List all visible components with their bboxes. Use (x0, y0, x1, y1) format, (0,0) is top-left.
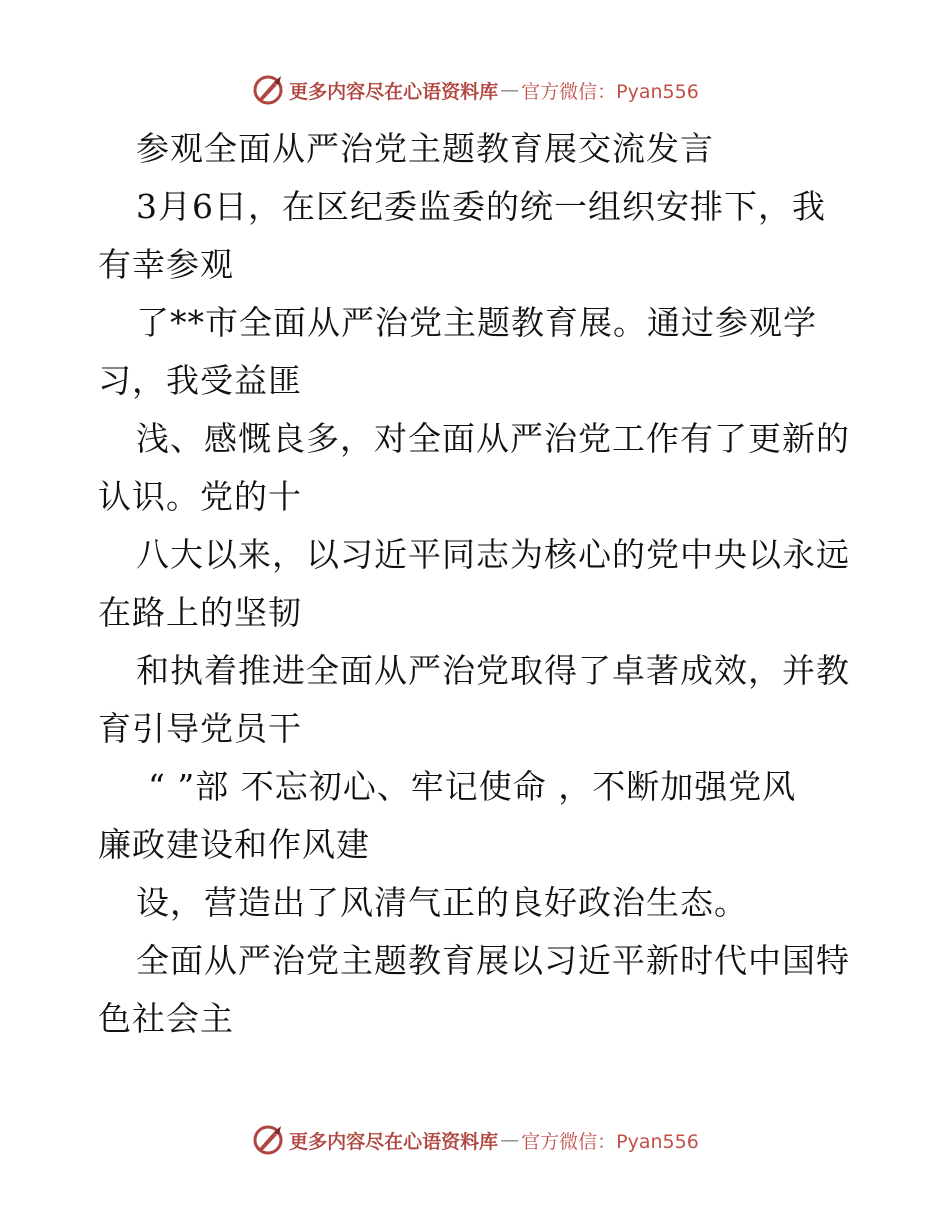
watermark-dash: — (500, 79, 520, 101)
watermark-dash: — (500, 1129, 520, 1151)
paragraph-line: 3月6日，在区纪委监委的统一组织安排下，我 (136, 187, 826, 226)
header-watermark (0, 70, 950, 110)
paragraph-line: 认识。党的十 (98, 477, 302, 516)
quill-logo-icon (251, 1123, 285, 1157)
document-title: 参观全面从严治党主题教育展交流发言 (136, 129, 714, 168)
paragraph-line: “ ”部 不忘初心、牢记使命 ，不断加强党风 (148, 767, 797, 806)
watermark-text: 更多内容尽在心语资料库 (289, 80, 499, 103)
paragraph-line: 和执着推进全面从严治党取得了卓著成效，并教 (136, 651, 850, 690)
paragraph-line: 色社会主 (98, 999, 234, 1038)
document-body (98, 120, 858, 1048)
watermark-wechat: 官方微信：Pyan556 (521, 80, 699, 103)
paragraph-line: 浅、感慨良多，对全面从严治党工作有了更新的 (136, 419, 850, 458)
watermark-text: 更多内容尽在心语资料库 (289, 1130, 499, 1153)
paragraph-line: 廉政建设和作风建 (98, 825, 370, 864)
paragraph-line: 在路上的坚韧 (98, 593, 302, 632)
paragraph-line: 了**市全面从严治党主题教育展。通过参观学 (136, 303, 817, 342)
watermark-wechat: 官方微信：Pyan556 (521, 1130, 699, 1153)
paragraph-line: 八大以来，以习近平同志为核心的党中央以永远 (136, 535, 850, 574)
footer-watermark (0, 1120, 950, 1160)
paragraph-line: 有幸参观 (98, 245, 234, 284)
paragraph-line: 习，我受益匪 (98, 361, 302, 400)
paragraph-line: 设，营造出了风清气正的良好政治生态。 (136, 883, 748, 922)
quill-logo-icon (251, 73, 285, 107)
paragraph-line: 育引导党员干 (98, 709, 302, 748)
paragraph-line: 全面从严治党主题教育展以习近平新时代中国特 (136, 941, 850, 980)
